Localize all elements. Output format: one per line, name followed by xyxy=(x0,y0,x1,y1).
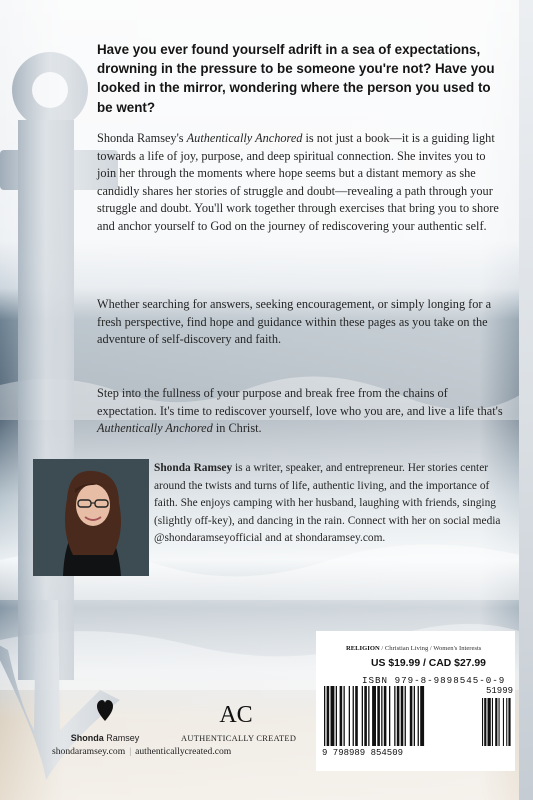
author-logo-name xyxy=(60,733,150,743)
barcode-bar xyxy=(381,686,382,746)
barcode-bar xyxy=(418,686,419,746)
book-title-italic: Authentically Anchored xyxy=(97,421,213,436)
publisher-name: AUTHENTICALLY CREATED xyxy=(181,734,297,743)
barcode-bar xyxy=(405,686,406,746)
barcode-bar xyxy=(349,686,350,746)
barcode-bar xyxy=(401,686,404,746)
addon-bar xyxy=(484,698,486,746)
barcode-bar xyxy=(368,686,369,746)
barcode-bar xyxy=(410,686,413,746)
closing-paragraph xyxy=(97,385,507,438)
barcode-bar xyxy=(377,686,380,746)
description-text: Shonda Ramsey's xyxy=(97,131,187,145)
addon-bar xyxy=(492,698,493,746)
barcode-bar xyxy=(327,686,330,746)
addon-bar xyxy=(499,698,500,746)
description-text-continued: is not just a book—it is a guiding light towards a life of joy, purpose, and deep spiritual connection. She invites you to join her through the moments where hope seems but a distant memory as she candidly shares her stories of struggle and doubt—revealing a path through your struggle and doubt. You'll work together through exercises that bring you to shore and anchor yourself to God on the journey of rediscovering your authentic self. xyxy=(97,131,499,233)
author-photo xyxy=(33,459,149,576)
addon-bar xyxy=(503,698,504,746)
barcode-number: 9 798989 854509 xyxy=(322,748,404,758)
author-logo-last: Ramsey xyxy=(103,733,140,743)
category-line xyxy=(346,645,481,652)
publisher-logo xyxy=(181,700,297,743)
barcode-bar xyxy=(362,686,363,746)
barcode-bar xyxy=(384,686,387,746)
author-logo-first: Shonda xyxy=(70,733,104,743)
barcode-bar xyxy=(397,686,400,746)
addon-bar xyxy=(482,698,483,746)
barcode-bar xyxy=(340,686,343,746)
author-website[interactable]: shondaramsey.com xyxy=(52,746,126,757)
ac-mark: AC xyxy=(219,702,253,728)
author-name: Shonda Ramsey xyxy=(154,462,233,474)
encouragement-paragraph: Whether searching for answers, seeking encouragement, or simply longing for a fresh perspective, find hope and guidance within these pages as you take on the adventure of self-discovery and faith. xyxy=(97,297,492,347)
isbn: ISBN 979-8-9898545-0-9 xyxy=(362,675,506,686)
publisher-website[interactable]: authenticallycreated.com xyxy=(135,746,232,757)
barcode-bar xyxy=(414,686,415,746)
ac-monogram xyxy=(221,700,251,726)
barcode-bar xyxy=(324,686,325,746)
closing-text: Step into the fullness of your purpose and break free from the chains of expectation. It's time to rediscover yourself, love who you are, and live a life that's xyxy=(97,386,503,418)
opening-questions: Have you ever found yourself adrift in a sea of expectations, drowning in the pressure to be someone you're not? Have you looked in the mirror, wondering where the person you used to be went? xyxy=(97,42,495,115)
barcode-bar xyxy=(364,686,367,746)
addon-bar xyxy=(495,698,497,746)
website-separator: | xyxy=(129,746,132,757)
addon-bar xyxy=(508,698,510,746)
category-main: RELIGION xyxy=(346,645,380,652)
barcode-bar xyxy=(394,686,395,746)
websites-line xyxy=(52,746,231,757)
barcode-bar xyxy=(344,686,345,746)
author-logo xyxy=(60,700,150,743)
addon-bar xyxy=(506,698,507,746)
book-title-italic: Authentically Anchored xyxy=(186,131,303,145)
addon-bar xyxy=(488,698,491,746)
book-description xyxy=(97,130,507,236)
author-bio-text: is a writer, speaker, and entrepreneur. Her stories center around the twists and turns of life, authentic living, and the importance of faith. She enjoys camping with her husband, laughing with friends, singing (slightly off-key), and dancing in the rain. Connect with her on social media @shondaramseyofficial and at shondaramsey.com. xyxy=(154,462,501,545)
price: US $19.99 / CAD $27.99 xyxy=(371,658,486,669)
closing-text-end: in Christ. xyxy=(212,421,262,436)
barcode-bar xyxy=(372,686,376,746)
barcode-bar xyxy=(336,686,337,746)
heart-icon xyxy=(97,700,113,722)
barcode-bar xyxy=(389,686,390,746)
barcode-bar xyxy=(355,686,358,746)
barcode-bar xyxy=(331,686,335,746)
barcode-bar xyxy=(353,686,354,746)
barcode-bar xyxy=(420,686,424,746)
author-bio xyxy=(154,460,509,548)
category-sub: / Christian Living / Women's Interests xyxy=(379,645,482,652)
addon-number: 51999 xyxy=(486,686,514,696)
